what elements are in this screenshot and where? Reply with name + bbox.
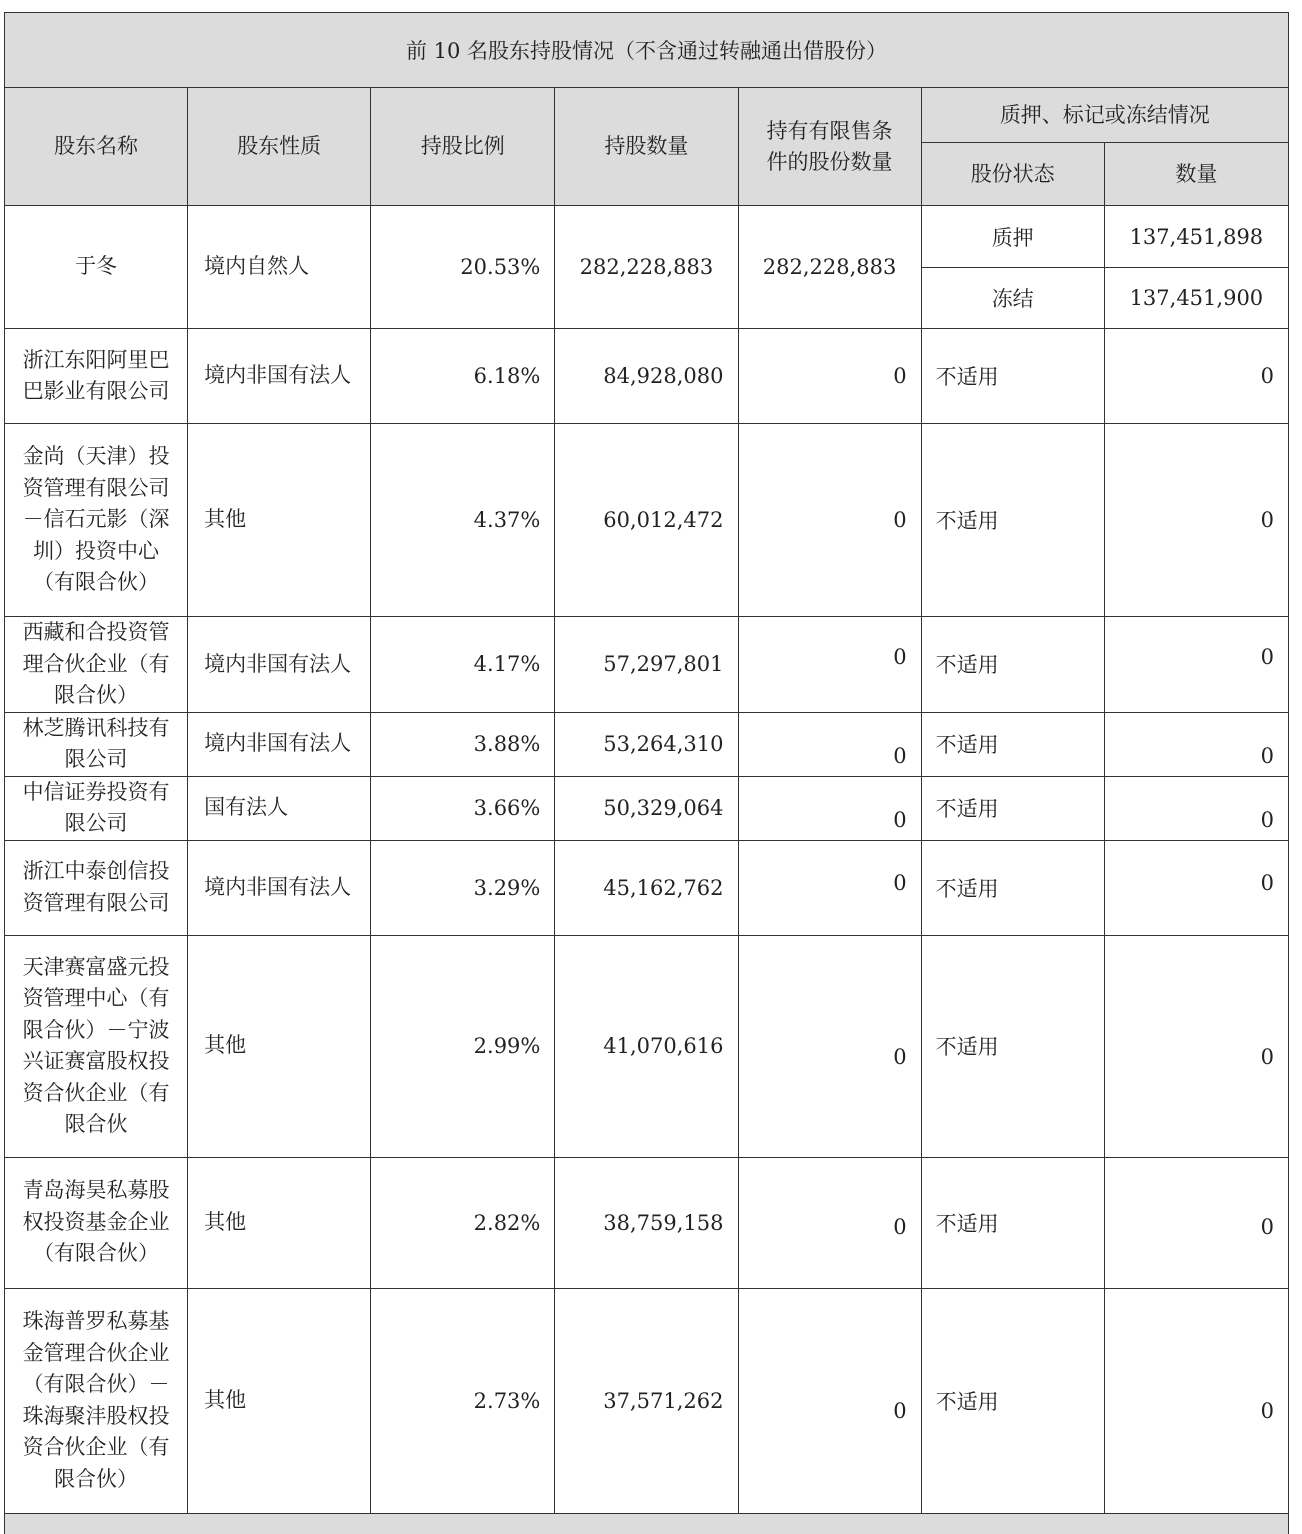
cell-restricted: 0	[738, 329, 921, 424]
cell-name: 中信证券投资有限公司	[5, 776, 188, 840]
cell-quantity: 0	[1104, 617, 1288, 713]
cell-ratio: 20.53%	[371, 206, 555, 329]
shareholder-table-wrapper	[4, 12, 1289, 1534]
table-title: 前 10 名股东持股情况（不含通过转融通出借股份）	[5, 13, 1289, 88]
cell-nature: 境内自然人	[188, 206, 371, 329]
table-row	[5, 617, 1289, 713]
cell-name: 于冬	[5, 206, 188, 329]
cell-shares: 53,264,310	[555, 712, 738, 776]
cell-quantity: 0	[1104, 1288, 1288, 1513]
cell-quantity: 0	[1104, 935, 1288, 1157]
cell-name: 浙江中泰创信投资管理有限公司	[5, 840, 188, 935]
cell-status: 不适用	[921, 935, 1104, 1157]
cell-restricted: 0	[738, 776, 921, 840]
cell-status: 不适用	[921, 776, 1104, 840]
cell-shares: 38,759,158	[555, 1157, 738, 1288]
table-row	[5, 1157, 1289, 1288]
header-shares: 持股数量	[555, 88, 738, 206]
cell-shares: 57,297,801	[555, 617, 738, 713]
cell-quantity: 0	[1104, 1157, 1288, 1288]
cell-name: 西藏和合投资管理合伙企业（有限合伙）	[5, 617, 188, 713]
cell-status: 不适用	[921, 424, 1104, 617]
cell-name: 天津赛富盛元投资管理中心（有限合伙）－宁波兴证赛富股权投资合伙企业（有限合伙	[5, 935, 188, 1157]
cell-restricted: 0	[738, 840, 921, 935]
cell-quantity: 137,451,900	[1104, 268, 1288, 329]
cell-shares: 84,928,080	[555, 329, 738, 424]
top10-shareholders-table	[4, 12, 1289, 1534]
cell-nature: 境内非国有法人	[188, 712, 371, 776]
cell-shares: 50,329,064	[555, 776, 738, 840]
table-row	[5, 329, 1289, 424]
cell-name: 金尚（天津）投资管理有限公司－信石元影（深圳）投资中心（有限合伙）	[5, 424, 188, 617]
header-name: 股东名称	[5, 88, 188, 206]
cell-nature: 其他	[188, 1157, 371, 1288]
cell-shares: 60,012,472	[555, 424, 738, 617]
cell-ratio: 2.82%	[371, 1157, 555, 1288]
cell-nature: 其他	[188, 424, 371, 617]
cell-quantity: 137,451,898	[1104, 206, 1288, 268]
cell-name: 青岛海昊私募股权投资基金企业（有限合伙）	[5, 1157, 188, 1288]
cell-ratio: 6.18%	[371, 329, 555, 424]
table-row	[5, 206, 1289, 268]
cell-shares: 282,228,883	[555, 206, 738, 329]
header-pledge-group: 质押、标记或冻结情况	[921, 88, 1288, 143]
cell-restricted: 0	[738, 617, 921, 713]
cell-status: 不适用	[921, 712, 1104, 776]
cell-ratio: 2.73%	[371, 1288, 555, 1513]
header-restricted: 持有有限售条件的股份数量	[738, 88, 921, 206]
cell-status: 不适用	[921, 840, 1104, 935]
cell-name: 浙江东阳阿里巴巴影业有限公司	[5, 329, 188, 424]
table-row	[5, 424, 1289, 617]
header-nature: 股东性质	[188, 88, 371, 206]
cell-status: 不适用	[921, 1157, 1104, 1288]
cell-status: 不适用	[921, 617, 1104, 713]
table-row	[5, 1288, 1289, 1513]
cell-nature: 其他	[188, 935, 371, 1157]
cell-ratio: 2.99%	[371, 935, 555, 1157]
cell-status: 质押	[921, 206, 1104, 268]
cell-quantity: 0	[1104, 840, 1288, 935]
header-status: 股份状态	[921, 143, 1104, 206]
header-ratio: 持股比例	[371, 88, 555, 206]
cell-ratio: 4.37%	[371, 424, 555, 617]
cell-restricted: 0	[738, 1288, 921, 1513]
cell-shares: 37,571,262	[555, 1288, 738, 1513]
cell-quantity: 0	[1104, 329, 1288, 424]
cell-nature: 国有法人	[188, 776, 371, 840]
cell-ratio: 3.88%	[371, 712, 555, 776]
table-row	[5, 840, 1289, 935]
cell-nature: 其他	[188, 1288, 371, 1513]
cell-restricted: 0	[738, 935, 921, 1157]
table-row	[5, 935, 1289, 1157]
cell-restricted: 0	[738, 424, 921, 617]
cell-ratio: 3.29%	[371, 840, 555, 935]
table-row	[5, 712, 1289, 776]
cell-restricted: 0	[738, 1157, 921, 1288]
cell-quantity: 0	[1104, 424, 1288, 617]
cell-ratio: 3.66%	[371, 776, 555, 840]
cell-quantity: 0	[1104, 712, 1288, 776]
cell-status: 不适用	[921, 1288, 1104, 1513]
cell-shares: 41,070,616	[555, 935, 738, 1157]
table-footer	[5, 1513, 1289, 1534]
table-row	[5, 776, 1289, 840]
cell-restricted: 0	[738, 712, 921, 776]
cell-ratio: 4.17%	[371, 617, 555, 713]
cell-name: 珠海普罗私募基金管理合伙企业（有限合伙）－珠海聚沣股权投资合伙企业（有限合伙）	[5, 1288, 188, 1513]
cell-status: 不适用	[921, 329, 1104, 424]
header-quantity: 数量	[1104, 143, 1288, 206]
cell-nature: 境内非国有法人	[188, 617, 371, 713]
cell-nature: 境内非国有法人	[188, 329, 371, 424]
cell-shares: 45,162,762	[555, 840, 738, 935]
table-footer-row	[5, 1513, 1289, 1534]
cell-nature: 境内非国有法人	[188, 840, 371, 935]
cell-status: 冻结	[921, 268, 1104, 329]
cell-name: 林芝腾讯科技有限公司	[5, 712, 188, 776]
cell-quantity: 0	[1104, 776, 1288, 840]
cell-restricted: 282,228,883	[738, 206, 921, 329]
